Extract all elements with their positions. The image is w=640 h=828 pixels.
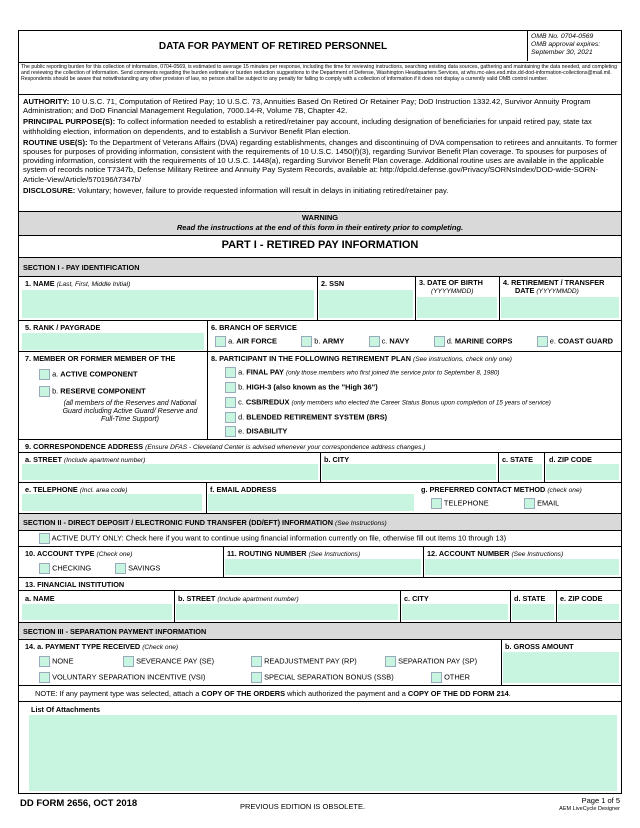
omb-expires-label: OMB approval expires:: [531, 41, 601, 48]
privacy-act-statement: [23, 97, 619, 195]
attach-note: NOTE: If any payment type was selected, attach a COPY OF THE ORDERS which authorized the payment and a COPY OF THE DD FORM 214.: [35, 689, 511, 698]
burden-statement: The public reporting burden for this collection of information, 0704-0569, is estimated to average 15 minutes per response, including the time for reviewing instructions, searching existing data sources, gathering and maintaining the data needed, and completing and reviewing the collection of information. Send comments regarding the burden estimate or burden reduction suggestions to the Department of Defense, Washington Headquarters Services, at whs.mc-alex.esd.mbx.dd-dod-information-collections@mail.mil. Respondents should be aware that notwithstanding any other provision of law, no person shall be subject to any penalty for failing to comply with a collection of information if it does not display a currently valid OMB control number.: [21, 64, 618, 83]
fin-zip-label: e. ZIP CODE: [560, 594, 603, 603]
attachments-label: List Of Attachments: [31, 705, 101, 714]
plan-high3[interactable]: b. HIGH-3 (also known as the "High 36"): [225, 382, 378, 393]
purpose-text: To collect information needed to establish a retired/retainer pay account, including designation of beneficiaries for unpaid retired pay, state tax withholding election, information on dependents, and to establish a Survivor Benefit Plan election.: [23, 117, 592, 136]
contact-telephone[interactable]: TELEPHONE: [431, 498, 489, 509]
omb-number: OMB No. 0704-0569: [531, 33, 594, 40]
disclosure-label: DISCLOSURE:: [23, 185, 76, 195]
city-input[interactable]: [322, 464, 496, 480]
routing-label: 11. ROUTING NUMBER (See Instructions): [227, 549, 361, 558]
purpose-label: PRINCIPAL PURPOSE(S):: [23, 117, 116, 127]
account-number-input[interactable]: [425, 559, 619, 575]
pay-none[interactable]: NONE: [39, 656, 73, 667]
form-title: DATA FOR PAYMENT OF RETIRED PERSONNEL: [158, 41, 388, 52]
account-savings[interactable]: SAVINGS: [115, 563, 160, 574]
contact-label: g. PREFERRED CONTACT METHOD (check one): [421, 485, 582, 494]
part1-title: PART I - RETIRED PAY INFORMATION: [221, 239, 419, 251]
fin-state-label: d. STATE: [514, 594, 546, 603]
routing-input[interactable]: [225, 559, 421, 575]
correspondence-label: 9. CORRESPONDENCE ADDRESS (Ensure DFAS - Cleveland Center is advised whenever your correspondence address changes.): [25, 442, 426, 451]
member-active[interactable]: a. ACTIVE COMPONENT: [39, 369, 138, 380]
omb-box: [531, 33, 600, 57]
contact-email[interactable]: EMAIL: [524, 498, 559, 509]
member-note: (all members of the Reserves and National Guard including Active Guard/ Reserve and Full-Time Support): [62, 400, 198, 423]
zip-input[interactable]: [546, 464, 619, 480]
warning-text: Read the instructions at the end of this form in their entirety prior to completing.: [176, 223, 464, 232]
email-label: f. EMAIL ADDRESS: [210, 485, 277, 494]
branch-options: [215, 336, 621, 347]
pay-readjustment[interactable]: READJUSTMENT PAY (RP): [251, 656, 357, 667]
omb-expires-date: September 30, 2021: [531, 49, 593, 56]
fin-name-input[interactable]: [22, 604, 172, 620]
designer-note: AEM LiveCycle Designer: [559, 806, 620, 812]
authority-text: 10 U.S.C. 71, Computation of Retired Pay; 10 U.S.C. 73, Annuities Based On Retired Or Retainer Pay; DoD Instruction 1332.42, Survivor Annuity Program Administration; and DoD Financial Management Regulation, 7000.14-R, Volume 7B, Chapter 42.: [23, 97, 591, 116]
state-input[interactable]: [500, 464, 542, 480]
ssn-label: 2. SSN: [321, 279, 345, 288]
pay-other[interactable]: OTHER: [431, 672, 470, 683]
branch-army[interactable]: b. ARMY: [301, 336, 344, 347]
account-checking[interactable]: CHECKING: [39, 563, 91, 574]
plan-disability[interactable]: e. DISABILITY: [225, 426, 287, 437]
section2-title: SECTION II - DIRECT DEPOSIT / ELECTRONIC FUND TRANSFER (DD/EFT) INFORMATION (See Instructions): [19, 514, 621, 530]
section1-title: SECTION I - PAY IDENTIFICATION: [19, 258, 621, 276]
branch-air-force[interactable]: a. AIR FORCE: [215, 336, 277, 347]
plan-final-pay[interactable]: a. FINAL PAY (only those members who first joined the service prior to September 8, 1980): [225, 367, 500, 378]
email-input[interactable]: [208, 494, 414, 511]
branch-navy[interactable]: c. NAVY: [369, 336, 410, 347]
disclosure-text: Voluntary; however, failure to provide requested information will result in delays in initiating retired/retainer pay.: [77, 185, 449, 195]
pay-severance[interactable]: SEVERANCE PAY (SE): [123, 656, 214, 667]
authority-label: AUTHORITY:: [23, 97, 70, 106]
edition-note: PREVIOUS EDITION IS OBSOLETE.: [240, 802, 366, 811]
name-input[interactable]: [22, 290, 314, 318]
street-label: a. STREET (Include apartment number): [25, 455, 146, 464]
fin-zip-input[interactable]: [558, 604, 619, 620]
street-input[interactable]: [22, 464, 318, 480]
zip-label: d. ZIP CODE: [549, 455, 592, 464]
phone-label: e. TELEPHONE (Incl. area code): [25, 485, 128, 494]
phone-input[interactable]: [22, 494, 202, 511]
city-label: b. CITY: [324, 455, 350, 464]
fin-state-input[interactable]: [512, 604, 554, 620]
fin-city-input[interactable]: [402, 604, 508, 620]
warning-title: WARNING: [301, 213, 339, 222]
branch-label: 6. BRANCH OF SERVICE: [211, 323, 297, 332]
gross-amount-label: b. GROSS AMOUNT: [505, 642, 574, 651]
plan-label: 8. PARTICIPANT IN THE FOLLOWING RETIREMENT PLAN (See instructions, check only one): [211, 354, 512, 363]
plan-brs[interactable]: d. BLENDED RETIREMENT SYSTEM (BRS): [225, 412, 387, 423]
state-label: c. STATE: [502, 455, 533, 464]
fin-name-label: a. NAME: [25, 594, 55, 603]
form-frame: [18, 30, 622, 794]
attachments-input[interactable]: [29, 715, 617, 791]
form-number: DD FORM 2656, OCT 2018: [20, 798, 138, 809]
branch-coast-guard[interactable]: e. COAST GUARD: [537, 336, 613, 347]
financial-institution-label: 13. FINANCIAL INSTITUTION: [25, 580, 125, 589]
account-number-label: 12. ACCOUNT NUMBER (See Instructions): [427, 549, 564, 558]
warning-box: [19, 212, 621, 235]
retirement-date-input[interactable]: [501, 297, 619, 318]
fin-city-label: c. CITY: [404, 594, 429, 603]
pay-ssb[interactable]: SPECIAL SEPARATION BONUS (SSB): [251, 672, 394, 683]
fin-street-input[interactable]: [176, 604, 398, 620]
ssn-input[interactable]: [319, 290, 413, 318]
dob-input[interactable]: [417, 297, 497, 318]
pay-vsi[interactable]: VOLUNTARY SEPARATION INCENTIVE (VSI): [39, 672, 205, 683]
member-reserve[interactable]: b. RESERVE COMPONENT: [39, 386, 146, 397]
pay-separation[interactable]: SEPARATION PAY (SP): [385, 656, 477, 667]
member-label: 7. MEMBER OR FORMER MEMBER OF THE: [25, 354, 176, 363]
active-duty-checkbox[interactable]: ACTIVE DUTY ONLY: Check here if you want to continue using financial information currently on file, otherwise fill out Items 10 through 13): [39, 533, 506, 544]
branch-marine-corps[interactable]: d. MARINE CORPS: [434, 336, 513, 347]
plan-csb-redux[interactable]: c. CSB/REDUX (only members who elected the Career Status Bonus upon completion of 15 years of service): [225, 397, 551, 408]
rank-input[interactable]: [22, 333, 204, 350]
account-type-label: 10. ACCOUNT TYPE (Check one): [25, 549, 133, 558]
rank-label: 5. RANK / PAYGRADE: [25, 323, 101, 332]
dob-label: 3. DATE OF BIRTH (YYYYMMDD): [419, 278, 483, 295]
retirement-date-label: 4. RETIREMENT / TRANSFER DATE (YYYYMMDD): [503, 278, 605, 295]
section3-title: SECTION III - SEPARATION PAYMENT INFORMATION: [19, 623, 621, 639]
routine-label: ROUTINE USE(S):: [23, 137, 88, 147]
routine-text: To the Department of Veterans Affairs (DVA) regarding establishments, changes and discontinuing of DVA compensation to retirees and annuitants. To former spouses for purposes of providing information, consistent with the requirements of 10 U.S.C. 1450(f)(3), regarding Survivor Benefit Plan coverage. To spouses for purposes of providing information, consistent with the requirements of 10 U.S.C. 1448(a), regarding Survivor Benefit Plan coverage. Additional routine uses are available in the applicable system of records notice T7347b, Defense Military Retiree and Annuity Pay System Records, available at: http://dpcld.defense.gov/Privacy/SORNsIndex/DOD-wide-SORN-Article-View/Article/570196/t7347b/: [23, 137, 618, 184]
name-label: 1. NAME (Last, First, Middle Initial): [25, 279, 131, 288]
gross-amount-input[interactable]: [503, 652, 619, 683]
page-number: Page 1 of 5: [581, 796, 620, 805]
payment-type-label: 14. a. PAYMENT TYPE RECEIVED (Check one): [25, 642, 179, 651]
fin-street-label: b. STREET (Include apartment number): [178, 594, 299, 603]
